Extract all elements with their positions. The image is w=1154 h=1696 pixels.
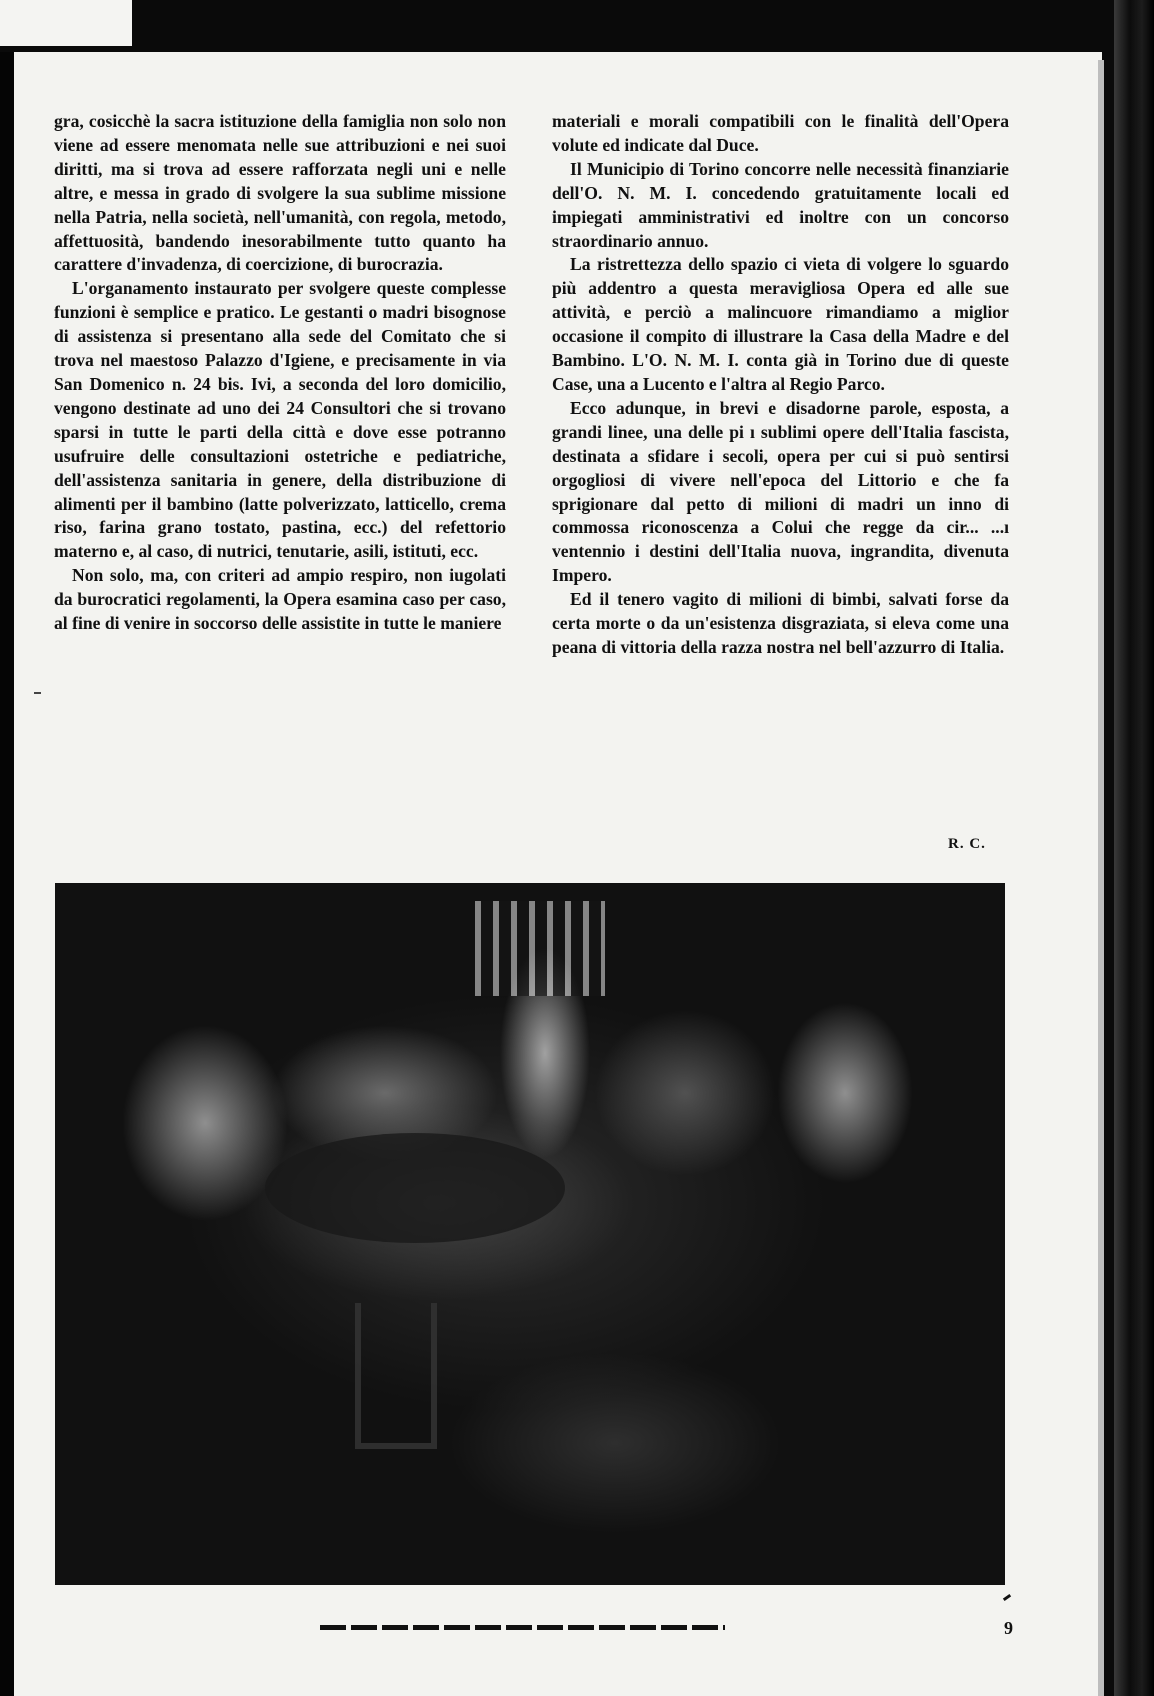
paragraph: Ed il tenero vagito di milioni di bimbi, salvati forse da certa morte o da un'esistenza disgraziata, si eleva come una peana di vittoria della razza nostra nel bell'azzurro di Italia. [552,589,1009,657]
paragraph: Ecco adunque, in brevi e disadorne parole, esposta, a grandi linee, una delle pi ı sublimi opere dell'Italia fascista, destinata a sfidare i secoli, opera per cui si può sentirsi orgogliosi di vivere nell'epoca del Littorio e che fa sprigionare dal petto di milioni di madri un inno di commossa riconoscenza a Colui che regge da cir... ...ı ventennio i destini dell'Italia nuova, ingrandita, divenuta Impero. [552,397,1009,586]
page-edge-shadow [1098,60,1104,1696]
author-signature: R. C. [948,836,986,852]
right-text-column [552,110,1009,660]
left-text-column [54,110,506,636]
scan-left-border [0,52,14,1696]
paragraph: Non solo, ma, con criteri ad ampio respiro, non iugolati da burocratici regolamenti, la Opera esamina caso per caso, al fine di venire in soccorso delle assistite in tutte le maniere [54,565,506,634]
photo-caption-illegible [320,1625,725,1630]
photo-table [265,1133,565,1243]
paragraph: Il Municipio di Torino concorre nelle necessità finanziarie dell'O. N. M. I. concedendo gratuitamente locali ed impiegati amministrativi ed inoltre con un concorso straordinario annuo. [552,158,1009,251]
paragraph: materiali e morali compatibili con le finalità dell'Opera volute ed indicate dal Duce. [552,111,1009,155]
paragraph: La ristrettezza dello spazio ci vieta di volgere lo sguardo più addentro a questa meravigliosa Opera ed alle sue attività, e perciò a malincuore rimandiamo a miglior occasione il compito di illustrare la Casa della Madre e del Bambino. L'O. N. M. I. conta già in Torino due di queste Case, una a Lucento e l'altra al Regio Parco. [552,254,1009,394]
photo-chair [355,1303,437,1449]
paragraph: L'organamento instaurato per svolgere queste complesse funzioni è semplice e pratico. Le gestanti o madri bisognose di assistenza si presentano alla sede del Comitato che si trova nel maestoso Palazzo d'Igiene, e precisamente in via San Domenico n. 24 bis. Ivi, a seconda del loro domicilio, vengono destinate ad uno dei 24 Consultori che si trovano sparsi in tutte le parti della città e dove esse potranno usufruire delle consultazioni ostetriche e pediatriche, dell'assistenza sanitaria in genere, della distribuzione di alimenti per il bambino (latte polverizzato, latticello, crema riso, farina grano tostato, pastina, ecc.) del refettorio materno e, al caso, di nutrici, tenutarie, asili, istituti, ecc. [54,278,506,562]
photo-window [475,901,605,996]
margin-mark [34,692,41,694]
refectory-photo [55,883,1005,1585]
scan-right-border [1114,0,1154,1696]
page-number: 9 [1004,1618,1013,1638]
scan-corner-tab [0,0,132,46]
paragraph: gra, cosicchè la sacra istituzione della famiglia non solo non viene ad essere menomata nelle sue attribuzioni e nei suoi diritti, ma si trova ad essere rafforzata negli uni e nelle altre, e messa in grado di svolgere la sua sublime missione nella Patria, nella società, nell'umanità, con regola, metodo, affettuosità, bandendo inesorabilmente tutto quanto ha carattere d'invadenza, di coercizione, di burocrazia. [54,111,506,275]
